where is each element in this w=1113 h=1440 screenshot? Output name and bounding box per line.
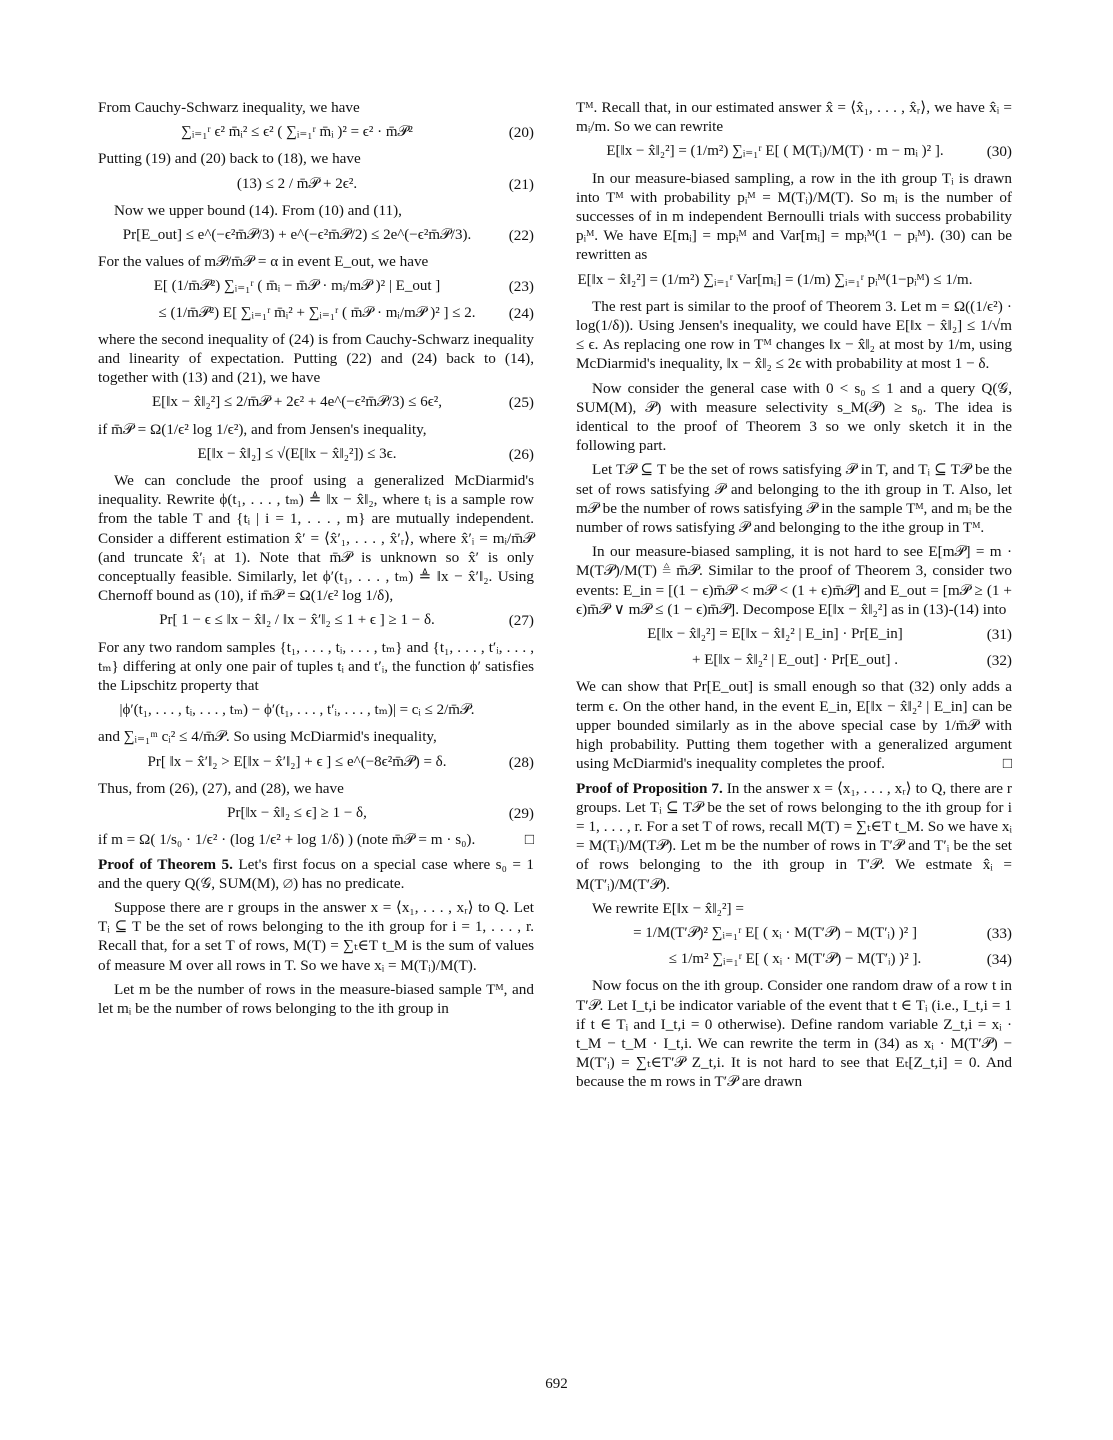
equation-body: E[‖x − x̂‖₂²] = E[‖x − x̂‖₂² | E_in] · Pr[E_in]: [647, 626, 903, 643]
paragraph: Suppose there are r groups in the answer x = ⟨x₁, . . . , xᵣ⟩ to Q. Let Tᵢ ⊆ T be the set of rows belonging to the ith group for i = 1, . . . , r. Recall that, for a set T of rows, M(T) = ∑ₜ∈T t_M is the sum of values of measure M over all rows in T. So we have xᵢ = M(Tᵢ)/M(T).: [98, 898, 534, 974]
equation: [98, 123, 534, 142]
equation: [98, 393, 534, 412]
equation: [576, 142, 1012, 161]
paragraph: [576, 677, 1012, 773]
paragraph: Now focus on the ith group. Consider one random draw of a row t in T′𝒫. Let I_t,i be indicator variable of the event that t ∈ Tᵢ (i.e., I_t,i = 1 if t ∈ Tᵢ and I_t,i = 0 otherwise). Define random variable Z_t,i = xᵢ · t_M − t_M · I_t,i. We can rewrite the term in (34) as xᵢ · M(T′𝒫) − M(T′ᵢ) = ∑ₜ∈T′𝒫 Z_t,i. It is not hard to see that Eₜ[Z_t,i] = 0. And because the m rows in T′𝒫 are drawn: [576, 977, 1012, 1091]
equation: [98, 226, 534, 245]
paragraph: Now we upper bound (14). From (10) and (11),: [114, 201, 402, 219]
equation-number: (24): [508, 304, 534, 322]
paragraph-text: We can show that Pr[E_out] is small enough so that (32) only adds a term ϵ. On the other hand, in the event E_in, E[‖x − x̂‖₂² | E_in] can be upper bounded similarly as in the above special case by 1/m̄𝒫 with high probability. Putting them together with a generalized argument using McDiarmid's inequality completes the proof.: [576, 678, 1012, 773]
proof-paragraph: [576, 779, 1012, 894]
paragraph-text: if m = Ω( 1/s₀ · 1/ϵ² · (log 1/ϵ² + log 1/δ) ) (note m̄𝒫 = m · s₀).: [98, 831, 476, 849]
equation: [576, 651, 1012, 670]
equation-number: (26): [508, 445, 534, 463]
paragraph: The rest part is similar to the proof of Theorem 3. Let m = Ω((1/ϵ²) · log(1/δ)). Using Jensen's inequality, we could have E[‖x − x̂‖₂] ≤ 1/√m ≤ ϵ. As replacing one row in Tᴹ changes ‖x − x̂‖₂ at most by 1/m, using McDiarmid's inequality, ‖x − x̂‖₂ ≤ 2ϵ with probability at most 1 − δ.: [576, 297, 1012, 373]
equation-number: (28): [508, 753, 534, 771]
equation-number: (32): [986, 652, 1012, 670]
paragraph: Let T𝒫 ⊆ T be the set of rows satisfying 𝒫 in T, and Tᵢ ⊆ T𝒫 be the set of rows satisfying 𝒫 and belonging to the ith group in T. Also, let m𝒫 be the number of rows satisfying 𝒫 in the sample Tᴹ, and mᵢ be the number of rows satisfying 𝒫 and belonging to the ithe group in Tᴹ.: [576, 461, 1012, 537]
equation-number: (21): [508, 175, 534, 193]
paragraph: In our measure-biased sampling, a row in the ith group Tᵢ is drawn into Tᴹ with probability pᵢᴹ = M(Tᵢ)/M(T). So mᵢ is the number of successes of in m independent Bernoulli trials with success probability pᵢᴹ. We have E[mᵢ] = mpᵢᴹ and Var[mᵢ] = mpᵢᴹ(1 − pᵢᴹ). (30) can be rewritten as: [576, 169, 1012, 264]
paragraph: Putting (19) and (20) back to (18), we have: [98, 150, 361, 168]
paragraph: We rewrite E[‖x − x̂‖₂²] =: [592, 899, 744, 917]
proof-text: In the answer x = ⟨x₁, . . . , xᵣ⟩ to Q, there are r groups. Let Tᵢ ⊆ T𝒫 be the set of rows belonging to the ith group for i = 1, . . . , r. For a set T of rows, recall M(T) = ∑ₜ∈T t_M. So we have xᵢ = M(Tᵢ)/M(T𝒫). Let m be the number of rows in T′𝒫 and T′ᵢ be the set of rows belonging to the ith group in T′𝒫. We estmate x̂ᵢ = M(T′ᵢ)/M(T′𝒫).: [576, 779, 1012, 893]
equation-body: + E[‖x − x̂‖₂² | E_out] · Pr[E_out] .: [692, 652, 898, 669]
page-number: 692: [545, 1376, 568, 1392]
equation-body: Pr[ 1 − ϵ ≤ ‖x − x̂‖₂ / ‖x − x̂′‖₂ ≤ 1 + ϵ ] ≥ 1 − δ.: [159, 612, 435, 629]
paragraph: From Cauchy-Schwarz inequality, we have: [98, 99, 360, 116]
proof-paragraph: [98, 855, 534, 893]
equation: [576, 950, 1012, 969]
equation-body: ≤ 1/m² ∑ᵢ₌₁ʳ E[ ( xᵢ · M(T′𝒫) − M(T′ᵢ) )² ].: [668, 951, 922, 968]
equation-number: (31): [986, 626, 1012, 644]
equation-body: Pr[‖x − x̂‖₂ ≤ ϵ] ≥ 1 − δ,: [227, 805, 367, 822]
equation-body: E[‖x − x̂‖₂²] = (1/m²) ∑ᵢ₌₁ʳ E[ ( M(Tᵢ)/M(T) · m − mᵢ )² ].: [606, 143, 944, 160]
right-column: [576, 98, 1012, 1097]
equation: [98, 701, 534, 720]
equation-number: (30): [986, 143, 1012, 161]
equation: [98, 277, 534, 296]
paragraph: In our measure-biased sampling, it is not hard to see E[m𝒫] = m · M(T𝒫)/M(T) ≜ m̄𝒫. Similar to the proof of Theorem 3, consider two events: E_in = [(1 − ϵ)m̄𝒫 < m𝒫 < (1 + ϵ)m̄𝒫] and E_out = [m𝒫 ≥ (1 + ϵ)m̄𝒫 ∨ m𝒫 ≤ (1 − ϵ)m̄𝒫]. Decompose E[‖x − x̂‖₂²] as in (13)-(14) into: [576, 543, 1012, 618]
equation-body: E[ (1/m̄𝒫²) ∑ᵢ₌₁ʳ ( m̄ᵢ − m̄𝒫 · mᵢ/m𝒫 )² | E_out ]: [153, 278, 441, 295]
equation-body: = 1/M(T′𝒫)² ∑ᵢ₌₁ʳ E[ ( xᵢ · M(T′𝒫) − M(T′ᵢ) )² ]: [633, 924, 917, 941]
equation-number: (23): [508, 278, 534, 296]
equation-number: (33): [986, 924, 1012, 942]
paragraph: Thus, from (26), (27), and (28), we have: [98, 779, 344, 797]
equation-body: E[‖x − x̂‖₂] ≤ √(E[‖x − x̂‖₂²]) ≤ 3ϵ.: [197, 445, 397, 462]
paragraph: and ∑ᵢ₌₁ᵐ cᵢ² ≤ 4/m̄𝒫. So using McDiarmid's inequality,: [98, 728, 437, 746]
equation: [98, 304, 534, 323]
equation: [576, 625, 1012, 644]
equation: [98, 753, 534, 772]
equation-body: ∑ᵢ₌₁ʳ ϵ² m̄ᵢ² ≤ ϵ² ( ∑ᵢ₌₁ʳ m̄ᵢ )² = ϵ² · m̄𝒫²: [181, 124, 413, 141]
paragraph: For any two random samples {t₁, . . . , tᵢ, . . . , tₘ} and {t₁, . . . , t′ᵢ, . . . , tₘ} differing at only one pair of tuples tᵢ and t′ᵢ, the function ϕ′ satisfies the Lipschitz property that: [98, 638, 534, 695]
equation-body: |ϕ′(t₁, . . . , tᵢ, . . . , tₘ) − ϕ′(t₁, . . . , t′ᵢ, . . . , tₘ)| = cᵢ ≤ 2/m̄𝒫.: [119, 702, 475, 719]
proof-heading: Proof of Theorem 5.: [98, 855, 233, 873]
equation-body: Pr[E_out] ≤ e^(−ϵ²m̄𝒫/3) + e^(−ϵ²m̄𝒫/2) ≤ 2e^(−ϵ²m̄𝒫/3).: [122, 227, 472, 244]
equation: [576, 271, 1012, 290]
proof-text: Let's first focus on a special case where s₀ = 1 and the query Q(𝒢, SUM(M), ∅) has no predicate.: [98, 855, 534, 892]
equation-number: (34): [986, 951, 1012, 969]
equation-number: (29): [508, 805, 534, 823]
paragraph: if m̄𝒫 = Ω(1/ϵ² log 1/ϵ²), and from Jensen's inequality,: [98, 420, 427, 438]
paragraph: We can conclude the proof using a generalized McDiarmid's inequality. Rewrite ϕ(t₁, . . . , tₘ) ≜ ‖x − x̂‖₂, where tᵢ is a sample row from the table T and {tᵢ | i = 1, . . . , m} are mutually independent. Consider a different estimation x̂′ = ⟨x̂′₁, . . . , x̂′ᵣ⟩, where x̂′ᵢ = mᵢ/m̄𝒫 (and truncate x̂′ᵢ at 1). Note that m̄𝒫 is unknown so x̂′ is only conceptually feasible. Similarly, let ϕ′(t₁, . . . , tₘ) ≜ ‖x − x̂′‖₂. Using Chernoff bound as (10), if m̄𝒫 = Ω(1/ϵ² log 1/δ),: [98, 472, 534, 605]
equation: [98, 175, 534, 194]
equation-number: (20): [508, 124, 534, 142]
equation-body: (13) ≤ 2 / m̄𝒫 + 2ϵ².: [236, 175, 358, 192]
qed-symbol: □: [1002, 755, 1012, 773]
equation-body: Pr[ ‖x − x̂′‖₂ > E[‖x − x̂′‖₂] + ϵ ] ≤ e^(−8ϵ²m̄𝒫) = δ.: [147, 753, 447, 770]
equation-number: (27): [508, 612, 534, 630]
paragraph: Now consider the general case with 0 < s₀ ≤ 1 and a query Q(𝒢, SUM(M), 𝒫) with measure selectivity s_M(𝒫) ≥ s₀. The idea is identical to the proof of Theorem 3 so we only sketch it in the following part.: [576, 379, 1012, 455]
equation-body: E[‖x − x̂‖₂²] = (1/m²) ∑ᵢ₌₁ʳ Var[mᵢ] = (1/m) ∑ᵢ₌₁ʳ pᵢᴹ(1−pᵢᴹ) ≤ 1/m.: [577, 271, 973, 288]
paragraph: [98, 830, 534, 849]
equation-number: (25): [508, 394, 534, 412]
paragraph: Tᴹ. Recall that, in our estimated answer x̂ = ⟨x̂₁, . . . , x̂ᵣ⟩, we have x̂ᵢ = mᵢ/m. So we can rewrite: [576, 99, 1012, 136]
equation: [576, 924, 1012, 943]
equation-body: ≤ (1/m̄𝒫²) E[ ∑ᵢ₌₁ʳ m̄ᵢ² + ∑ᵢ₌₁ʳ ( m̄𝒫 · mᵢ/m𝒫 )² ] ≤ 2.: [158, 304, 476, 321]
equation-number: (22): [508, 227, 534, 245]
paragraph: Let m be the number of rows in the measure-biased sample Tᴹ, and let mᵢ be the number of rows belonging to the ith group in: [98, 980, 534, 1017]
qed-symbol: □: [524, 831, 534, 849]
equation: [98, 804, 534, 823]
equation-body: E[‖x − x̂‖₂²] ≤ 2/m̄𝒫 + 2ϵ² + 4e^(−ϵ²m̄𝒫/3) ≤ 6ϵ²,: [151, 394, 443, 411]
equation: [98, 611, 534, 630]
left-column: [98, 98, 534, 1023]
paragraph: For the values of m𝒫/m̄𝒫 = α in event E_out, we have: [98, 253, 429, 271]
proof-heading: Proof of Proposition 7.: [576, 779, 723, 797]
paragraph: where the second inequality of (24) is from Cauchy-Schwarz inequality and linearity of expectation. Putting (22) and (24) back to (14), together with (13) and (21), we have: [98, 330, 534, 387]
equation: [98, 445, 534, 464]
